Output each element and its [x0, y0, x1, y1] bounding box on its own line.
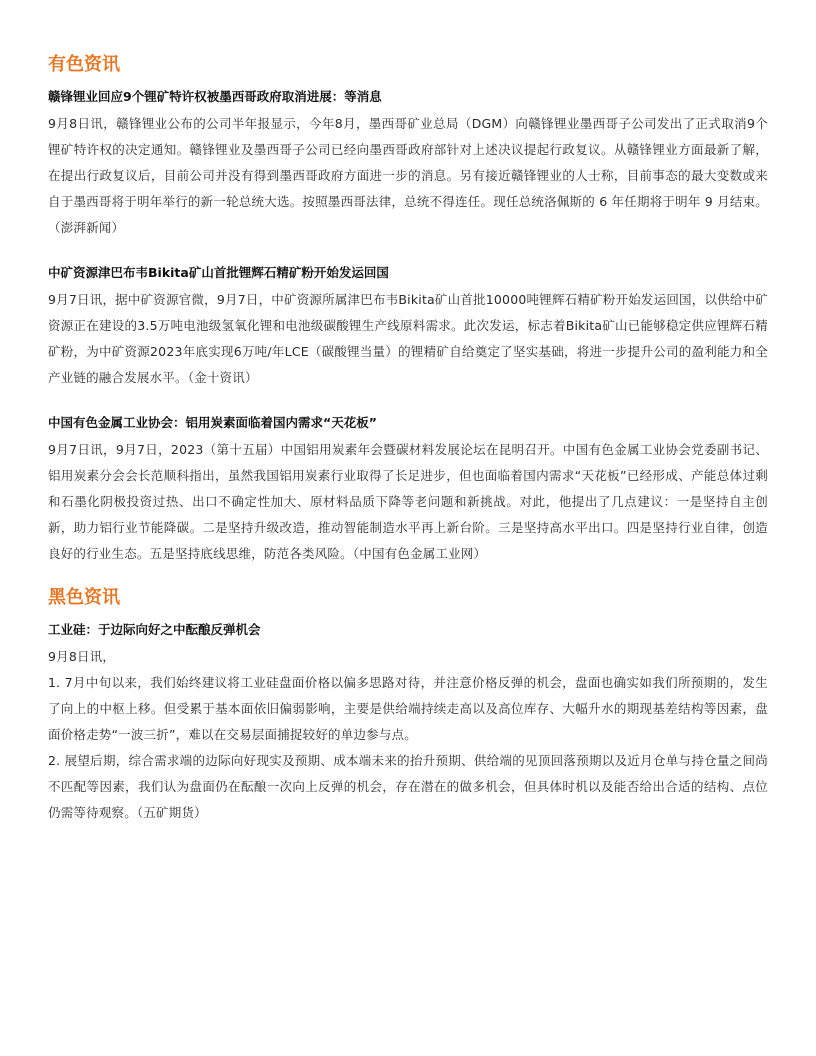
article-paragraph: 9月7日讯，9月7日，2023（第十五届）中国铝用炭素年会暨碳材料发展论坛在昆明召开。中国有色金属工业协会党委副书记、铝用炭素分会会长范顺科指出，虽然我国铝用炭素行业取得了长足进步，但也面临着国内需求“天花板”已经形成、产能总体过剩和石墨化阴极投资过热、出口不确定性加大、原材料品质下降等老问题和新挑战。对此，他提出了几点建议：一是坚持自主创新，助力铝行业节能降碳。二是坚持升级改造，推动智能制造水平再上新台阶。三是坚持高水平出口。四是坚持行业自律，创造良好的行业生态。五是坚持底线思维，防范各类风险。（中国有色金属工业网）	[48, 442, 768, 561]
article-paragraph: 2. 展望后期，综合需求端的边际向好现实及预期、成本端未来的抬升预期、供给端的见顶回落预期以及近月仓单与持仓量之间尚不匹配等因素，我们认为盘面仍在酝酿一次向上反弹的机会，存在潜在的做多机会，但具体时机以及能否给出合适的结构、点位仍需等待观察。（五矿期货）	[48, 753, 768, 820]
article	[48, 87, 768, 241]
article-paragraph: 9月8日讯，	[48, 649, 116, 664]
article-title: 中矿资源津巴布韦Bikita矿山首批锂辉石精矿粉开始发运回国	[48, 265, 389, 280]
article-title: 赣锋锂业回应9个锂矿特许权被墨西哥政府取消进展：等消息	[48, 89, 382, 104]
article-paragraph: 1. 7月中旬以来，我们始终建议将工业硅盘面价格以偏多思路对待，并注意价格反弹的机会，盘面也确实如我们所预期的，发生了向上的中枢上移。但受累于基本面依旧偏弱影响，主要是供给端持续走高以及高位库存、大幅升水的期现基差结构等因素，盘面价格走势“一波三折”，难以在交易层面捕捉较好的单边参与点。	[48, 675, 768, 742]
section-nonferrous-news	[48, 52, 768, 567]
article	[48, 263, 768, 391]
article-title: 工业硅：于边际向好之中酝酿反弹机会	[48, 622, 261, 637]
section-ferrous-news	[48, 585, 768, 826]
article	[48, 413, 768, 567]
article-paragraph: 9月7日讯，据中矿资源官微，9月7日，中矿资源所属津巴布韦Bikita矿山首批10000吨锂辉石精矿粉开始发运回国，以供给中矿资源正在建设的3.5万吨电池级氢氧化锂和电池级碳酸锂生产线原料需求。此次发运，标志着Bikita矿山已能够稳定供应锂辉石精矿粉，为中矿资源2023年底实现6万吨/年LCE（碳酸锂当量）的锂精矿自给奠定了坚实基础，将进一步提升公司的盈利能力和全产业链的融合发展水平。（金十资讯）	[48, 292, 768, 385]
section-title: 黑色资讯	[48, 587, 120, 608]
article	[48, 620, 768, 826]
article-paragraph: 9月8日讯，赣锋锂业公布的公司半年报显示，今年8月，墨西哥矿业总局（DGM）向赣锋锂业墨西哥子公司发出了正式取消9个锂矿特许权的决定通知。赣锋锂业及墨西哥子公司已经向墨西哥政府部针对上述决议提起行政复议。从赣锋锂业方面最新了解，在提出行政复议后，目前公司并没有得到墨西哥政府方面进一步的消息。另有接近赣锋锂业的人士称，目前事态的最大变数或来自于墨西哥将于明年举行的新一轮总统大选。按照墨西哥法律，总统不得连任。现任总统洛佩斯的 6 年任期将于明年 9 月结束。 （澎湃新闻）	[48, 116, 768, 235]
page-content	[48, 52, 768, 826]
article-title: 中国有色金属工业协会：铝用炭素面临着国内需求“天花板”	[48, 415, 377, 430]
section-title: 有色资讯	[48, 54, 120, 75]
